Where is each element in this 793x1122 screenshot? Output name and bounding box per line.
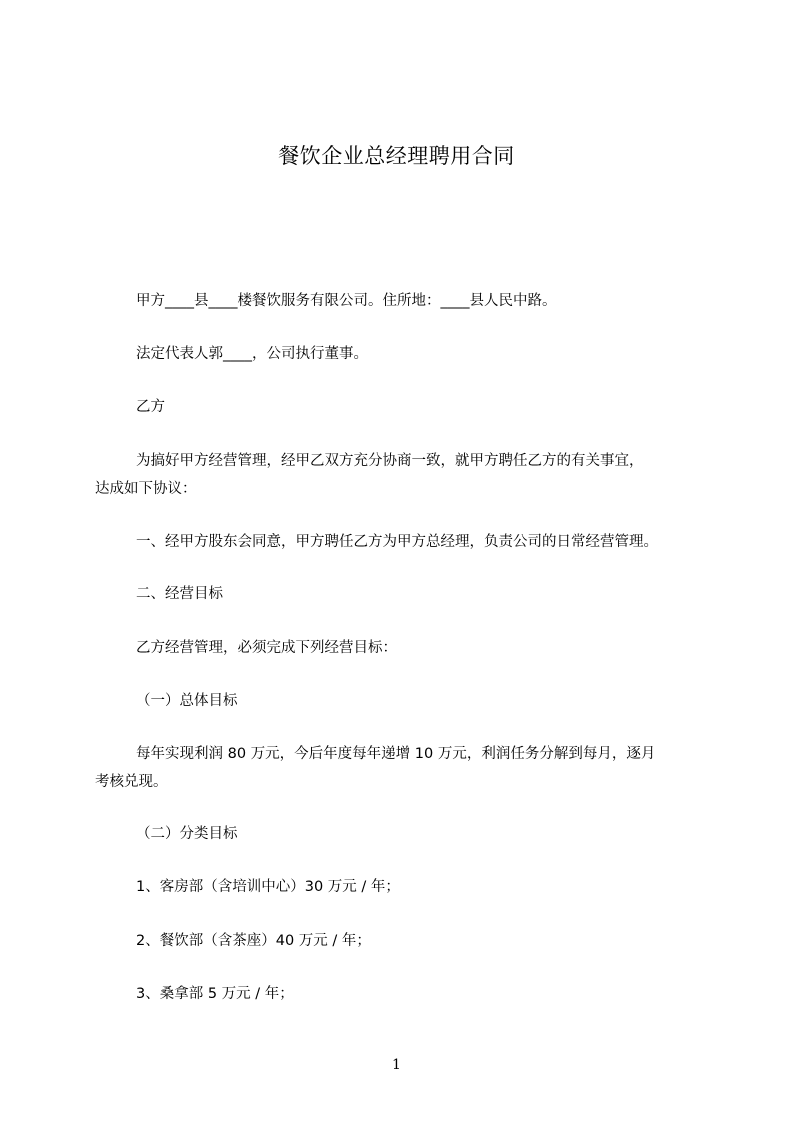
document-title: 餐饮企业总经理聘用合同 <box>278 144 515 168</box>
subsection-1-heading: （一）总体目标 <box>136 693 238 709</box>
subsection-2-heading: （二）分类目标 <box>136 826 238 842</box>
list-item-1: 1、客房部（含培训中心）30 万元 / 年； <box>136 879 400 895</box>
paragraph-preamble <box>95 447 718 503</box>
list-item-3: 3、桑拿部 5 万元 / 年； <box>136 986 294 1002</box>
page-number: 1 <box>392 1057 401 1073</box>
clause-1: 一、经甲方股东会同意，甲方聘任乙方为甲方总经理，负责公司的日常经营管理。 <box>136 534 658 550</box>
subsection-1-text <box>95 740 718 796</box>
preamble-line-2: 达成如下协议： <box>95 481 197 497</box>
paragraph-legal-representative: 法定代表人郭____，公司执行董事。 <box>136 346 368 362</box>
subsection-1-line-1: 每年实现利润 80 万元，今后年度每年递增 10 万元，利润任务分解到每月，逐月 <box>136 746 656 762</box>
list-item-2: 2、餐饮部（含茶座）40 万元 / 年； <box>136 933 371 949</box>
clause-2-intro: 乙方经营管理，必须完成下列经营目标： <box>136 640 397 656</box>
subsection-1-line-2: 考核兑现。 <box>95 774 168 790</box>
paragraph-party-b: 乙方 <box>136 399 165 415</box>
preamble-line-1: 为搞好甲方经营管理，经甲乙双方充分协商一致，就甲方聘任乙方的有关事宜， <box>136 453 644 469</box>
clause-2-heading: 二、经营目标 <box>136 586 223 602</box>
paragraph-party-a: 甲方____县____楼餐饮服务有限公司。住所地：____县人民中路。 <box>136 293 557 309</box>
